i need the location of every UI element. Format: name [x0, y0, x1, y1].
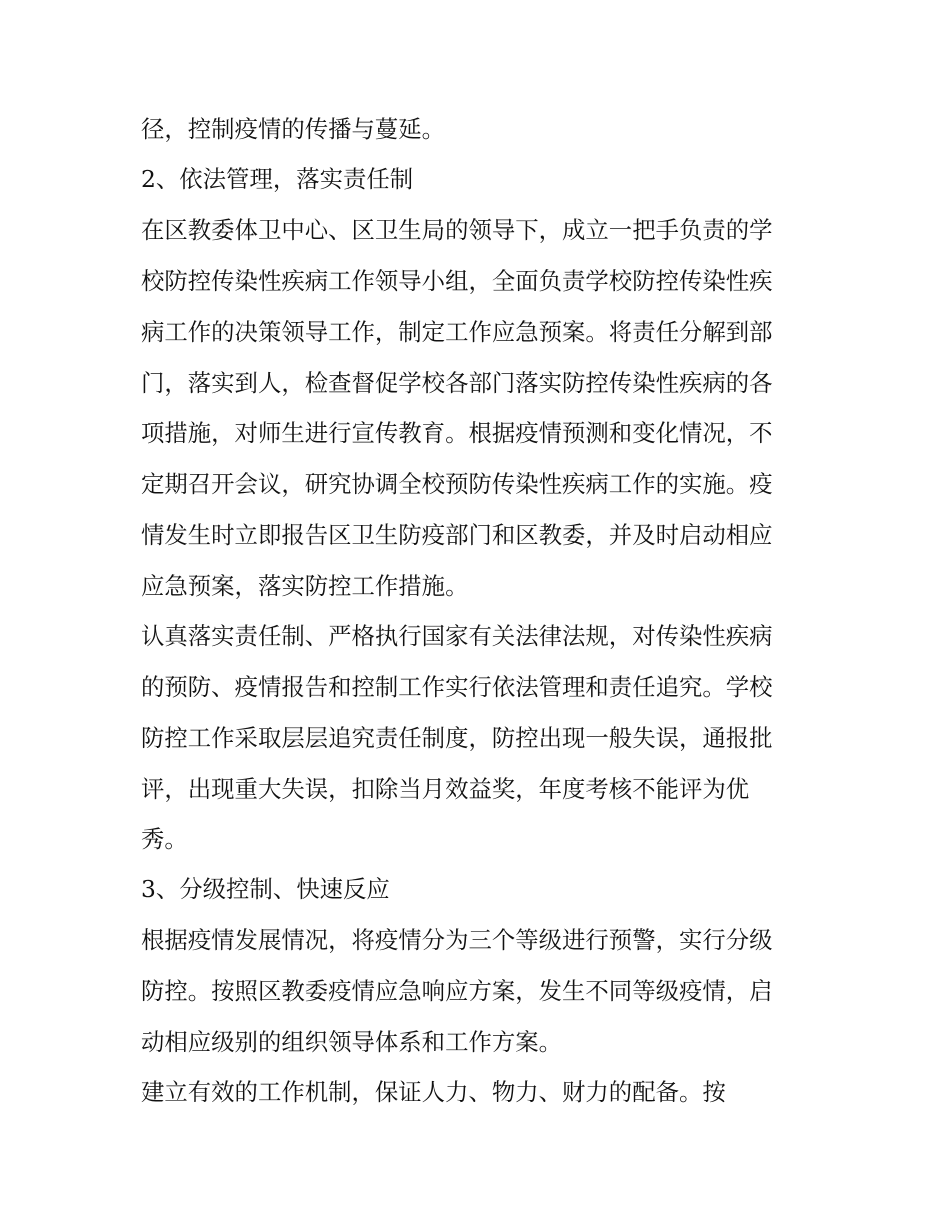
section-heading-2: 2、依法管理，落实责任制 [141, 165, 414, 193]
text-line-10: 应急预案，落实防控工作措施。 [141, 572, 469, 600]
text-line-12: 的预防、疫情报告和控制工作实行依法管理和责任追究。学校 [141, 673, 773, 701]
text-line-20: 建立有效的工作机制，保证人力、物力、财力的配备。按 [141, 1078, 726, 1106]
text-line-17: 根据疫情发展情况，将疫情分为三个等级进行预警，实行分级 [141, 926, 773, 954]
text-line-5: 病工作的决策领导工作，制定工作应急预案。将责任分解到部 [141, 318, 773, 346]
text-line-6: 门，落实到人，检查督促学校各部门落实防控传染性疾病的各 [141, 369, 773, 397]
text-line-13: 防控工作采取层层追究责任制度，防控出现一般失误，通报批 [141, 724, 773, 752]
text-line-7: 项措施，对师生进行宣传教育。根据疫情预测和变化情况，不 [141, 419, 773, 447]
text-line-14: 评，出现重大失误，扣除当月效益奖，年度考核不能评为优 [141, 775, 750, 803]
text-line-4: 校防控传染性疾病工作领导小组，全面负责学校防控传染性疾 [141, 267, 773, 295]
text-line-1: 径，控制疫情的传播与蔓延。 [141, 115, 446, 143]
text-line-19: 动相应级别的组织领导体系和工作方案。 [141, 1028, 563, 1056]
text-line-9: 情发生时立即报告区卫生防疫部门和区教委，并及时启动相应 [141, 521, 773, 549]
text-line-3: 在区教委体卫中心、区卫生局的领导下，成立一把手负责的学 [141, 216, 773, 244]
text-line-15: 秀。 [141, 825, 188, 853]
text-line-11: 认真落实责任制、严格执行国家有关法律法规，对传染性疾病 [141, 622, 773, 650]
text-line-8: 定期召开会议，研究协调全校预防传染性疾病工作的实施。疫 [141, 470, 773, 498]
text-line-18: 防控。按照区教委疫情应急响应方案，发生不同等级疫情，启 [141, 977, 773, 1005]
section-heading-3: 3、分级控制、快速反应 [141, 875, 390, 903]
